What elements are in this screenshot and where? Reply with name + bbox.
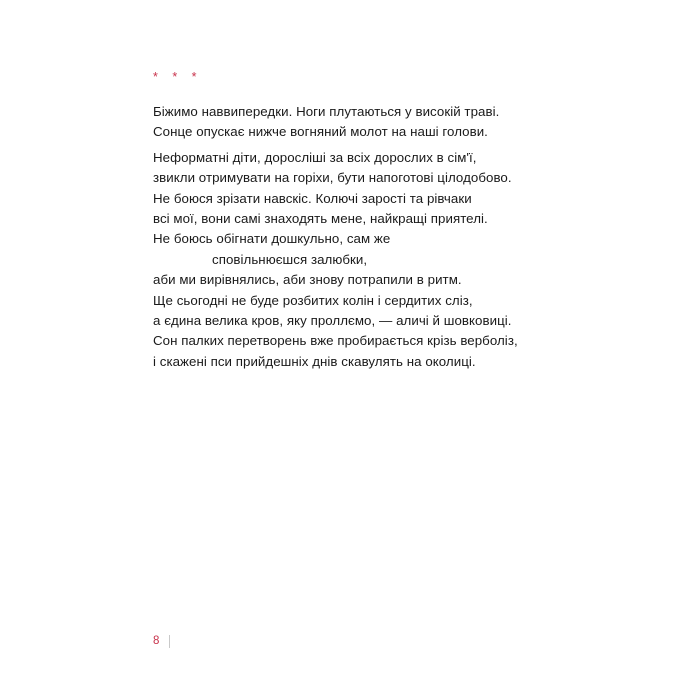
verse-line: Неформатні діти, доросліші за всіх дорослих в сім'ї, xyxy=(153,149,477,165)
verse-line: Не боюсь обігнати дошкульно, сам же xyxy=(153,231,391,247)
stanza xyxy=(153,102,573,143)
verse-line: Ще сьогодні не буде розбитих колін і сердитих сліз, xyxy=(153,292,473,308)
verse-line: звикли отримувати на горіхи, бути напоготові цілодобово. xyxy=(153,170,512,186)
page-number: 8 xyxy=(153,635,160,647)
page-footer xyxy=(153,632,170,650)
poem-body xyxy=(153,70,573,372)
asterisk-divider-icon: * * * xyxy=(153,70,203,84)
verse-line: аби ми вирівнялись, аби знову потрапили в ритм. xyxy=(153,272,462,288)
verse-line: Біжимо наввипередки. Ноги плутаються у високій траві. xyxy=(153,104,500,119)
verse-line: а єдина велика кров, яку проллємо, — аличі й шовковиці. xyxy=(153,313,512,329)
verse-line: Сонце опускає нижче вогняний молот на наші голови. xyxy=(153,124,488,140)
verse-line: і скажені пси прийдешніх днів скавулять на околиці. xyxy=(153,353,476,369)
footer-divider-rule xyxy=(169,635,170,648)
stanza-list xyxy=(153,102,573,372)
verse-line: Не боюся зрізати навскіс. Колючі зарості та рівчаки xyxy=(153,190,472,206)
verse-line: Сон палких перетворень вже пробирається крізь верболіз, xyxy=(153,333,518,349)
stanza xyxy=(153,148,573,372)
verse-line: сповільнюєшся залюбки, xyxy=(212,251,368,267)
verse-line: всі мої, вони самі знаходять мене, найкращі приятелі. xyxy=(153,211,488,227)
